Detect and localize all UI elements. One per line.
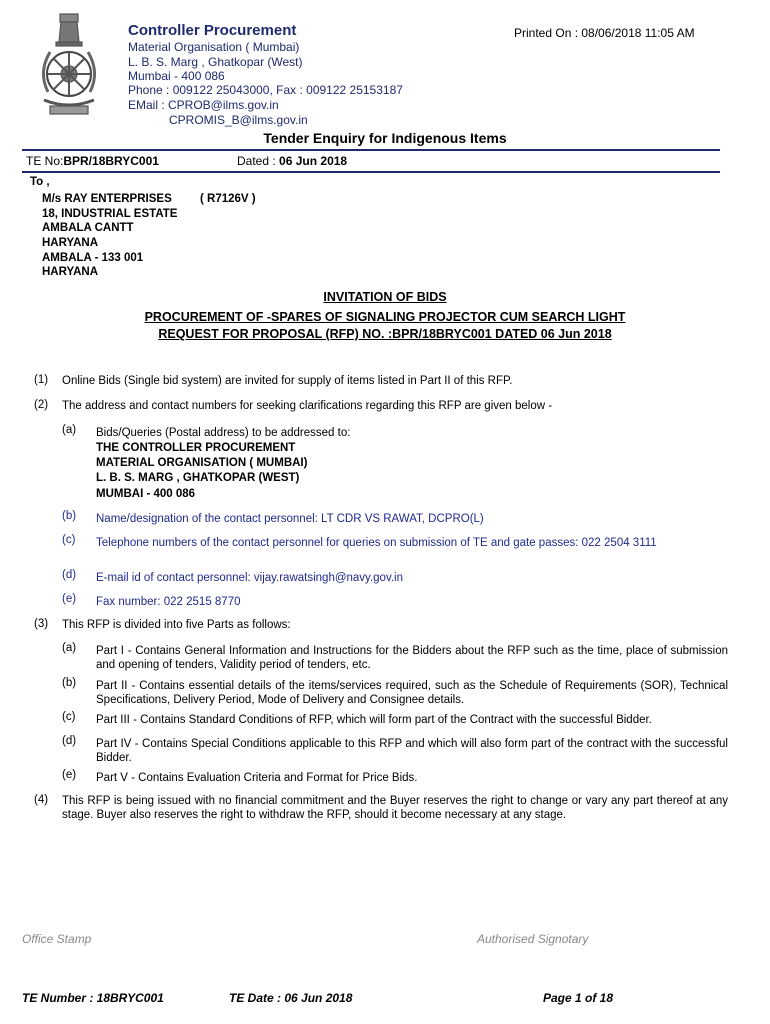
para-2b: Name/designation of the contact personnel: LT CDR VS RAWAT, DCPRO(L) xyxy=(96,513,484,525)
recipient-address-line: HARYANA xyxy=(42,237,99,249)
contact-address-line: L. B. S. MARG , GHATKOPAR (WEST) xyxy=(96,472,300,484)
para-2a: Bids/Queries (Postal address) to be addressed to: xyxy=(96,427,351,439)
authorised-signatory: Authorised Signotary xyxy=(477,932,589,946)
divider xyxy=(22,171,720,173)
header-email-2: CPROMIS_B@ilms.gov.in xyxy=(169,113,308,127)
header-line: L. B. S. Marg , Ghatkopar (West) xyxy=(128,55,303,69)
sub-number: (b) xyxy=(62,510,77,522)
invitation-title: INVITATION OF BIDS xyxy=(323,290,447,304)
para-2e: Fax number: 022 2515 8770 xyxy=(96,596,241,608)
sub-number: (d) xyxy=(62,735,77,747)
printed-on-value: 08/06/2018 11:05 AM xyxy=(581,26,695,40)
sub-number: (e) xyxy=(62,769,77,781)
rfp-title: REQUEST FOR PROPOSAL (RFP) NO. :BPR/18BRYC001 DATED 06 Jun 2018 xyxy=(158,327,612,341)
te-no-label: TE No: xyxy=(26,154,64,168)
page-number: Page 1 of 18 xyxy=(543,991,614,1005)
recipient-address-line: AMBALA - 133 001 xyxy=(42,252,144,264)
recipient-address-line: AMBALA CANTT xyxy=(42,222,134,234)
para-1: Online Bids (Single bid system) are invited for supply of items listed in Part II of this RFP. xyxy=(62,375,513,387)
procurement-title: PROCUREMENT OF -SPARES OF SIGNALING PROJECTOR CUM SEARCH LIGHT xyxy=(144,310,626,324)
te-dated xyxy=(237,154,347,168)
divider xyxy=(22,149,720,151)
sub-number: (c) xyxy=(62,534,76,546)
para-number: (1) xyxy=(34,374,49,386)
para-2d-email[interactable]: E-mail id of contact personnel: vijay.rawatsingh@navy.gov.in xyxy=(96,572,403,584)
to-label: To , xyxy=(30,176,50,188)
te-no xyxy=(26,154,159,168)
footer-te-number: TE Number : 18BRYC001 xyxy=(22,991,164,1005)
recipient-address-line: HARYANA xyxy=(42,266,99,278)
para-3a: Part I - Contains General Information and Instructions for the Bidders about the RFP such as the time, place of submission and opening of tenders, Validity period of tenders, etc. xyxy=(96,645,728,671)
sub-number: (a) xyxy=(62,424,77,436)
tender-title: Tender Enquiry for Indigenous Items xyxy=(263,130,507,146)
sub-number: (d) xyxy=(62,569,77,581)
para-3b: Part II - Contains essential details of the items/services required, such as the Schedule of Requirements (SOR), Technical Specifications, Delivery Period, Mode of Delivery and Consignee details. xyxy=(96,680,728,706)
dated-value: 06 Jun 2018 xyxy=(279,154,348,168)
contact-address-line: MATERIAL ORGANISATION ( MUMBAI) xyxy=(96,457,308,469)
para-3e: Part V - Contains Evaluation Criteria and Format for Price Bids. xyxy=(96,772,418,784)
printed-on xyxy=(514,26,695,40)
para-3c: Part III - Contains Standard Conditions of RFP, which will form part of the Contract with the successful Bidder. xyxy=(96,714,652,726)
para-2c: Telephone numbers of the contact personnel for queries on submission of TE and gate passes: 022 2504 3111 xyxy=(96,537,657,549)
header-line: Mumbai - 400 086 xyxy=(128,69,225,83)
recipient-address-line: 18, INDUSTRIAL ESTATE xyxy=(42,208,178,220)
para-4: This RFP is being issued with no financial commitment and the Buyer reserves the right to change or vary any part thereof at any stage. Buyer also reserves the right to withdraw the RFP, should it become necessary at any stage. xyxy=(62,795,728,821)
navy-emblem-icon xyxy=(30,12,108,120)
sub-number: (b) xyxy=(62,677,77,689)
org-title: Controller Procurement xyxy=(128,22,297,39)
para-3d: Part IV - Contains Special Conditions applicable to this RFP and which will also form part of the contract with the successful Bidder. xyxy=(96,738,728,764)
header-email: EMail : CPROB@ilms.gov.in xyxy=(128,98,279,112)
sub-number: (e) xyxy=(62,593,77,605)
contact-address-line: THE CONTROLLER PROCUREMENT xyxy=(96,442,296,454)
footer-te-date: TE Date : 06 Jun 2018 xyxy=(229,991,353,1005)
para-number: (2) xyxy=(34,399,49,411)
te-no-value: BPR/18BRYC001 xyxy=(63,154,159,168)
recipient-code: ( R7126V ) xyxy=(200,193,256,205)
dated-label: Dated : xyxy=(237,154,276,168)
printed-on-label: Printed On : xyxy=(514,26,579,40)
recipient-name: M/s RAY ENTERPRISES xyxy=(42,193,172,205)
header-phone: Phone : 009122 25043000, Fax : 009122 25153187 xyxy=(128,83,403,97)
header-line: Material Organisation ( Mumbai) xyxy=(128,40,300,54)
sub-number: (c) xyxy=(62,711,76,723)
office-stamp: Office Stamp xyxy=(22,932,92,946)
para-3: This RFP is divided into five Parts as follows: xyxy=(62,619,291,631)
sub-number: (a) xyxy=(62,642,77,654)
para-number: (4) xyxy=(34,794,49,806)
para-number: (3) xyxy=(34,618,49,630)
para-2: The address and contact numbers for seeking clarifications regarding this RFP are given below - xyxy=(62,400,553,412)
contact-address-line: MUMBAI - 400 086 xyxy=(96,488,196,500)
